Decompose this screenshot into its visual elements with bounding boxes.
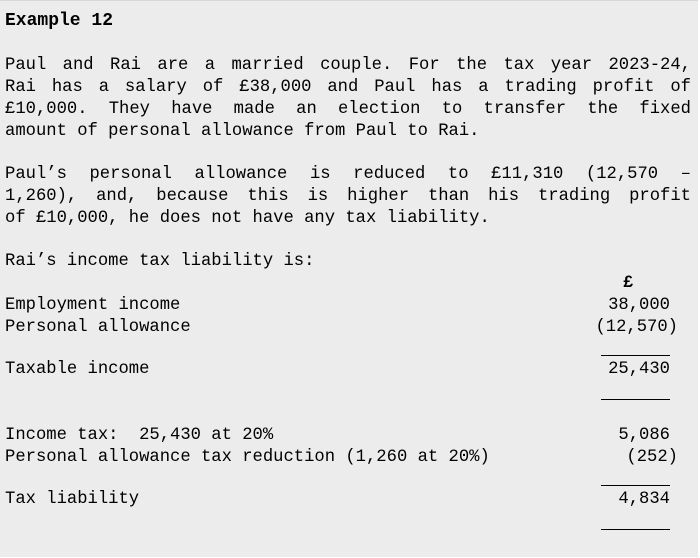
currency-header: £	[623, 274, 634, 293]
taxable-income-amount: 25,430	[608, 360, 670, 379]
subtotal-rule	[601, 355, 670, 356]
total-rule	[601, 399, 670, 400]
employment-income-amount: 38,000	[608, 296, 670, 315]
para2-line3: of £10,000, he does not have any tax liability.	[5, 209, 490, 228]
pa-reduction-amount: (252)	[626, 448, 678, 467]
income-tax-amount: 5,086	[618, 426, 670, 445]
tax-liability-amount: 4,834	[618, 490, 670, 509]
example-title: Example 12	[5, 11, 114, 31]
liability-intro: Rai’s income tax liability is:	[5, 252, 315, 271]
personal-allowance-label: Personal allowance	[5, 318, 191, 337]
pa-reduction-label: Personal allowance tax reduction (1,260 at 20%)	[5, 448, 490, 467]
para1-line1: Paul and Rai are a married couple. For the tax year 2023-24,	[5, 56, 691, 75]
para1-line2: Rai has a salary of £38,000 and Paul has a trading profit of	[5, 78, 691, 97]
liability-total-rule	[601, 529, 670, 530]
para1-line4: amount of personal allowance from Paul to Rai.	[5, 122, 480, 141]
tax-liability-label: Tax liability	[5, 490, 140, 509]
para2-line1: Paul’s personal allowance is reduced to £11,310 (12,570 –	[5, 165, 691, 184]
taxable-income-label: Taxable income	[5, 360, 150, 379]
para1-line3: £10,000. They have made an election to transfer the fixed	[5, 100, 691, 119]
para2-line2: 1,260), and, because this is higher than his trading profit	[5, 187, 691, 206]
personal-allowance-amount: (12,570)	[595, 318, 678, 337]
employment-income-label: Employment income	[5, 296, 181, 315]
income-tax-label: Income tax: 25,430 at 20%	[5, 426, 274, 445]
liability-subtotal-rule	[601, 485, 670, 486]
